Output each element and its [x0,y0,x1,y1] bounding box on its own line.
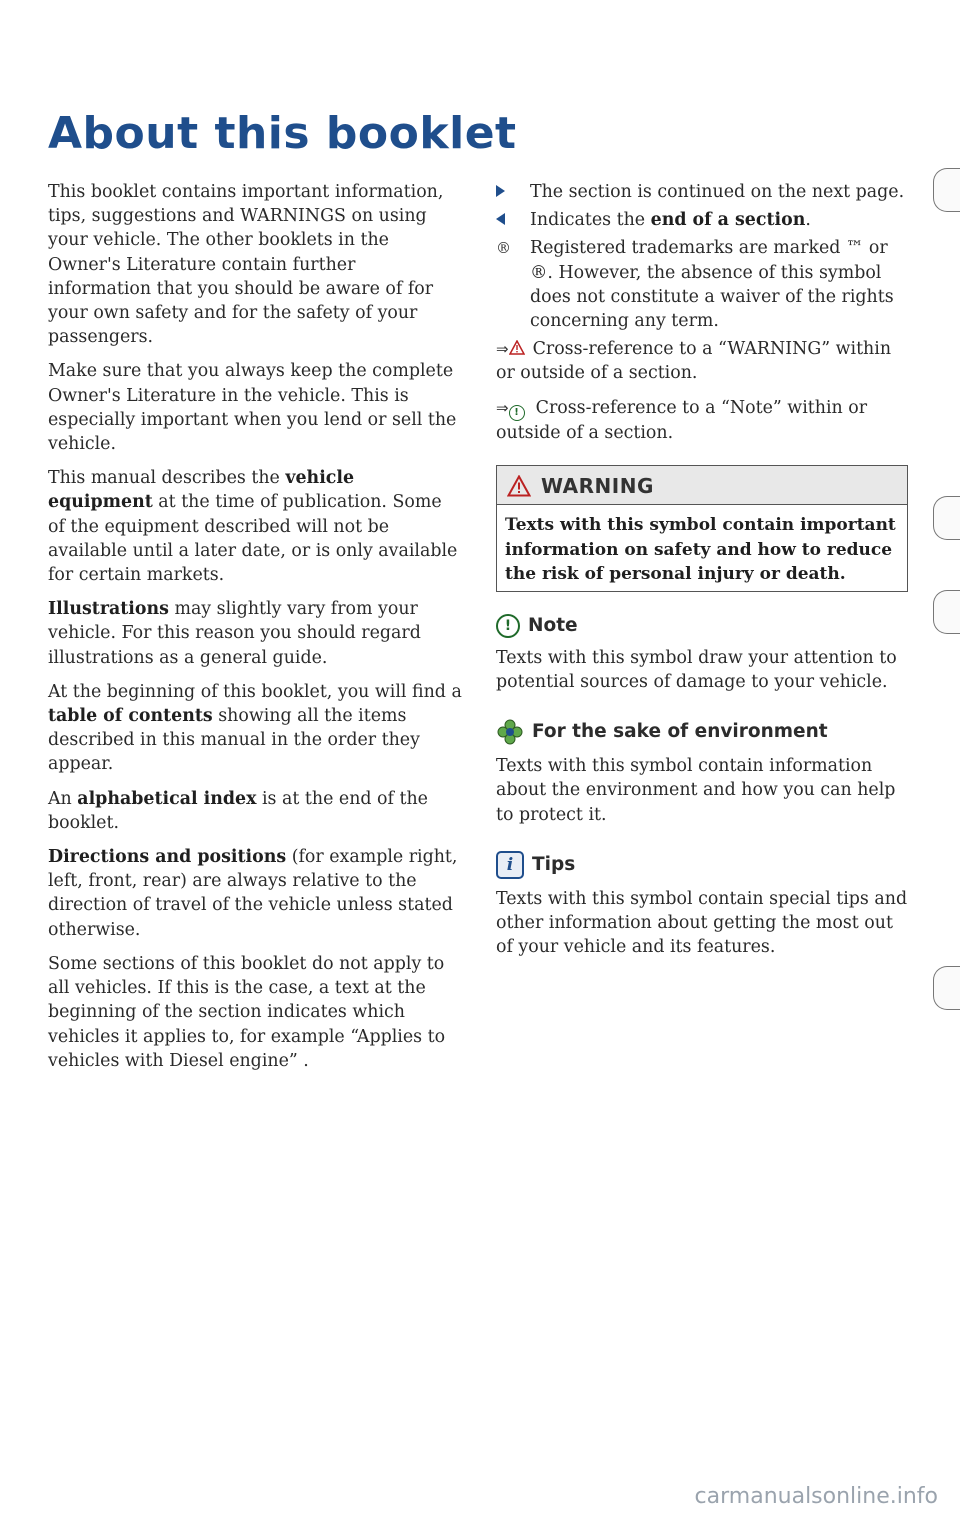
equipment-paragraph [48,466,462,587]
tips-header [496,851,910,879]
text-run: . [805,210,811,231]
bold-term: Illustrations [48,599,169,620]
warning-header [497,466,907,505]
warning-text: Texts with this symbol contain important information on safety and how to reduce the risk of personal injury or death. [505,515,896,585]
thumb-tab-marker [933,496,960,540]
arrow-icon: ⇒ [496,398,509,417]
page-title: About this booklet [48,108,517,159]
toc-paragraph [48,680,462,777]
directions-paragraph [48,845,462,942]
environment-header [496,718,910,746]
bold-term: Directions and positions [48,847,287,868]
text-run: Indicates the [530,210,651,231]
intro-paragraph: This booklet contains important information, tips, suggestions and WARNINGS on using your vehicle. The other booklets in the Owner's Literature contain further information that you should be aware of for your own safety and for the safety of your passengers. [48,182,444,348]
tips-text: Texts with this symbol contain special tips and other information about getting the most out of your vehicle and its features. [496,888,908,958]
note-icon: ! [496,614,520,638]
note-text: Texts with this symbol draw your attention to potential sources of damage to your vehicle. [496,647,897,693]
thumb-tab-marker [933,590,960,634]
xref-note-text: Cross-reference to a “Note” within or outside of a section. [496,397,868,443]
end-section-text [530,208,910,232]
index-paragraph [48,787,462,835]
note-header [496,614,910,638]
environment-text: Texts with this symbol contain information about the environment and how you can help to protect it. [496,756,896,825]
registered-icon [496,236,530,258]
illustrations-paragraph [48,597,462,670]
thumb-tab-marker [933,966,960,1010]
arrow-icon: ⇒ [496,340,509,359]
left-column [48,180,462,1083]
bold-term: table of contents [48,706,213,727]
right-column [496,180,910,983]
warning-box [496,465,908,592]
note-block [496,614,910,695]
continued-text: The section is continued on the next page. [530,182,905,202]
warning-label: WARNING [541,473,654,498]
info-icon: i [496,851,524,879]
text-run: at the time of publication. Some of the equipment described will not be available until a later date, or is only available for certain markets. [48,492,458,586]
environment-block [496,718,910,827]
note-small-icon: ! [509,405,525,421]
registered-row [496,236,910,333]
text-run: At the beginning of this booklet, you will find a [48,681,462,702]
text-run: may slightly vary from your vehicle. For this reason you should regard illustrations as a general guide. [48,599,421,668]
xref-warning-paragraph [496,337,910,385]
text-run: This manual describes the [48,468,286,489]
keep-literature-paragraph: Make sure that you always keep the complete Owner's Literature in the vehicle. This is especially important when you lend or sell the vehicle. [48,361,457,455]
flower-icon [496,718,524,746]
environment-label: For the sake of environment [532,721,828,743]
text-run: showing all the items described in this manual in the order they appear. [48,706,420,775]
warning-triangle-icon [507,475,531,497]
arrow-left-icon [496,208,530,225]
tips-block [496,851,910,960]
text-run: (for example right, left, front, rear) are always relative to the direction of travel of the vehicle unless stated otherwise. [48,847,458,940]
text-run: An [48,788,78,809]
text-run: is at the end of the booklet. [48,788,428,833]
arrow-right-icon [496,180,530,197]
bold-term: vehicle equipment [48,468,355,513]
warning-triangle-icon [509,340,525,355]
registered-text: Registered trademarks are marked ™ or ®. However, the absence of this symbol does not constitute a waiver of the rights concerning any term. [530,238,894,332]
sections-paragraph: Some sections of this booklet do not apply to all vehicles. If this is the case, a text at the beginning of the section indicates which vehicles it applies to, for example “Applies to vehicles with Diesel engine” . [48,953,446,1071]
registered-symbol: ® [496,239,511,258]
end-section-row [496,208,910,232]
tips-label: Tips [532,853,576,875]
note-label: Note [528,614,578,636]
xref-warning-text: Cross-reference to a “WARNING” within or outside of a section. [496,339,892,384]
bold-term: alphabetical index [77,788,257,809]
xref-note-paragraph [496,396,910,445]
footer-watermark: carmanualsonline.info [694,1484,938,1509]
thumb-tab-marker [933,168,960,212]
bold-term: end of a section [650,210,806,231]
continued-row [496,180,910,204]
